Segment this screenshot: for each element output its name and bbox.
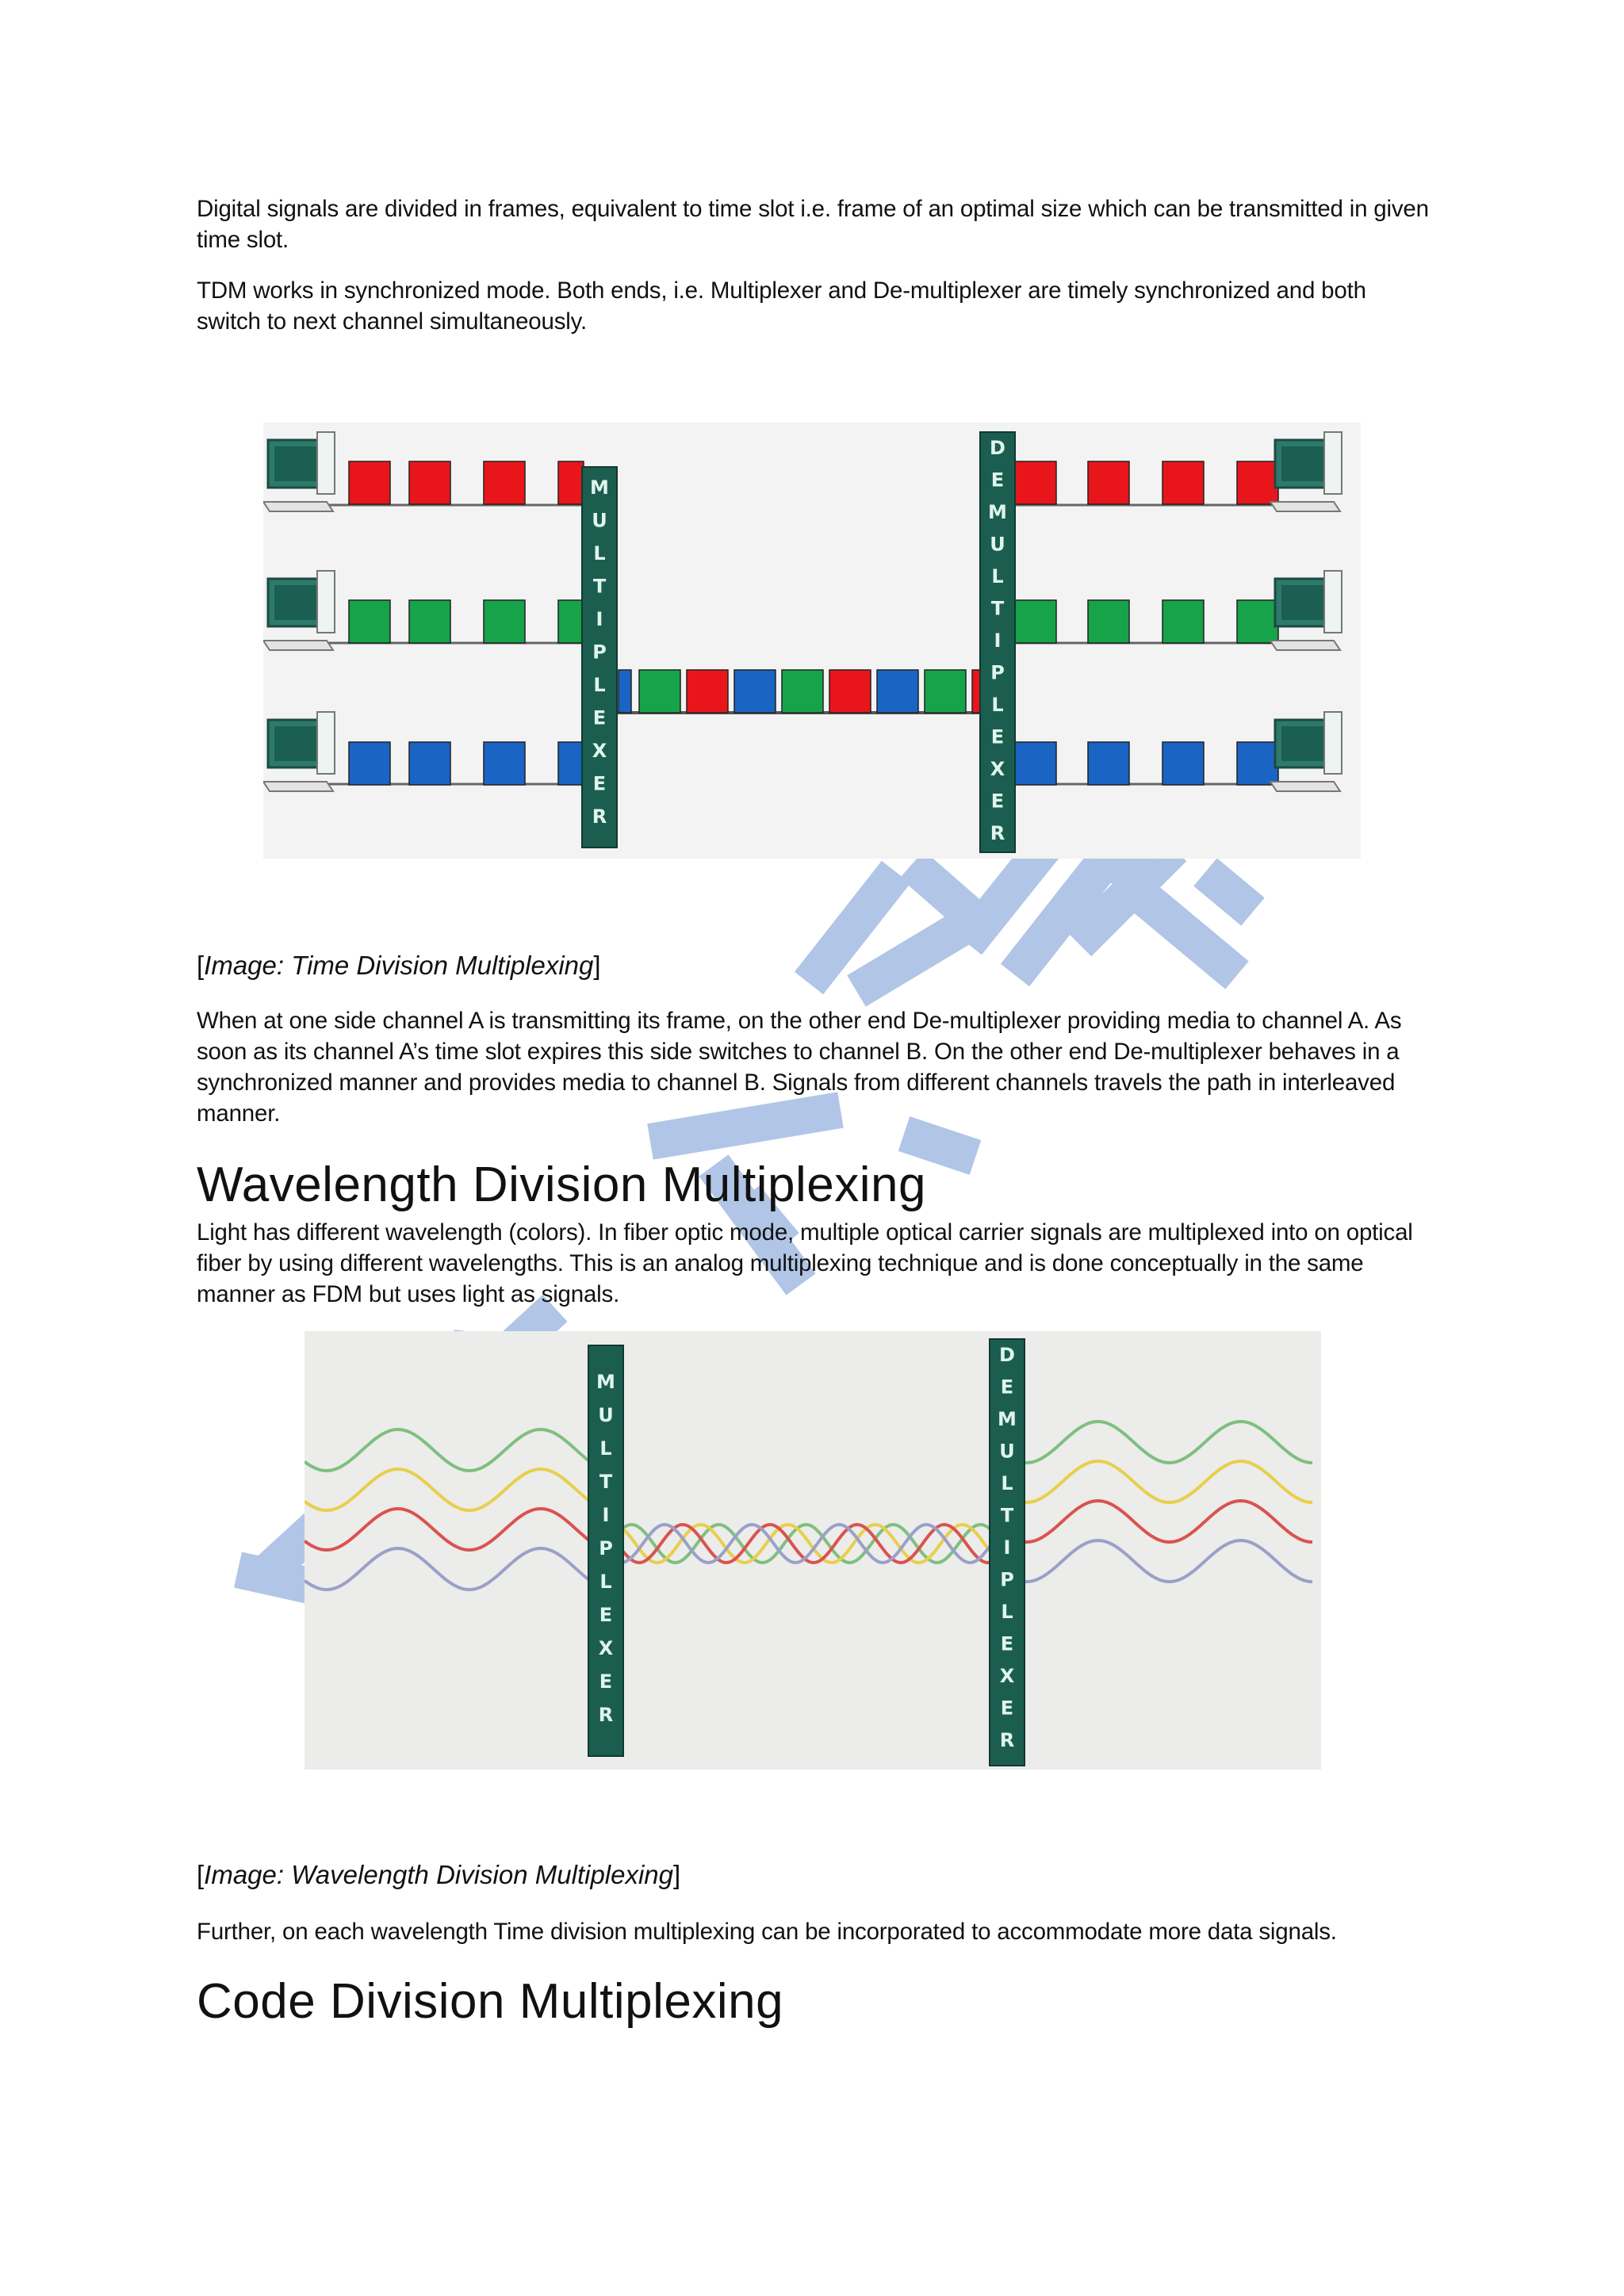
mux-letter: U — [598, 1404, 614, 1426]
mux-letter: R — [598, 1704, 614, 1726]
mux-letter: P — [599, 1537, 613, 1559]
mux-letter: X — [990, 758, 1005, 780]
mux-letter: T — [599, 1471, 613, 1493]
paragraph-frames: Digital signals are divided in frames, equivalent to time slot i.e. frame of an optimal size which can be transmitted in given time slot. — [197, 196, 1429, 253]
mux-letter: L — [1001, 1472, 1013, 1494]
mux-letter: I — [596, 608, 603, 630]
tdm-interleaved-frames — [619, 670, 983, 713]
wdm-diagram — [304, 1331, 1321, 1770]
mux-letter: U — [990, 533, 1005, 556]
mux-letter: X — [999, 1665, 1015, 1687]
caption-bracket-close: ] — [673, 1860, 681, 1889]
caption-bracket-open: [ — [197, 1860, 205, 1889]
paragraph-wdm-description: Light has different wavelength (colors). In fiber optic mode, multiple optical carrier signals are multiplexed into on optical fiber by using different wavelengths. This is an analog multiplexing technique and is done conceptually in the same manner as FDM but uses light as signals. — [197, 1219, 1413, 1307]
mux-letter: T — [990, 597, 1005, 620]
mux-letter: L — [1001, 1601, 1013, 1623]
mux-letter: T — [1000, 1504, 1014, 1527]
mux-letter: I — [994, 629, 1002, 652]
paragraph-channel-switching: When at one side channel A is transmitting its frame, on the other end De-multiplexer providing media to channel A. As soon as its channel A’s time slot expires this side switches to channel B. On the other end De-multiplexer behaves in a synchronized manner and provides media to channel B. Signals from different channels travels the path in interleaved manner. — [197, 1008, 1402, 1127]
mux-letter: E — [599, 1670, 613, 1693]
heading-code-division: Code Division Multiplexing — [197, 1974, 784, 2029]
mux-letter: E — [1000, 1632, 1014, 1655]
mux-letter: U — [999, 1440, 1015, 1463]
mux-letter: L — [991, 694, 1004, 716]
mux-letter: P — [990, 661, 1005, 684]
tdm-diagram — [263, 423, 1361, 859]
caption-wdm — [197, 1859, 680, 1891]
mux-letter: X — [598, 1637, 614, 1659]
mux-letter: E — [990, 790, 1005, 813]
mux-letter: L — [991, 565, 1004, 587]
caption-tdm — [197, 950, 601, 982]
mux-letter: T — [592, 575, 607, 598]
mux-letter: D — [990, 437, 1005, 459]
mux-letter: E — [1000, 1697, 1014, 1720]
mux-letter: E — [990, 725, 1005, 748]
mux-letter: P — [1000, 1568, 1014, 1591]
mux-letter: E — [990, 469, 1005, 492]
heading-wavelength-division: Wavelength Division Multiplexing — [197, 1158, 926, 1212]
caption-bracket-close: ] — [593, 951, 601, 980]
mux-letter: M — [998, 1408, 1017, 1430]
mux-letter: M — [590, 476, 609, 499]
mux-letter: L — [599, 1437, 612, 1460]
mux-letter: L — [593, 542, 606, 564]
mux-letter: R — [999, 1729, 1015, 1751]
mux-letter: X — [592, 740, 607, 762]
caption-bracket-open: [ — [197, 951, 205, 980]
mux-letter: P — [592, 641, 607, 664]
mux-letter: I — [1003, 1536, 1011, 1559]
mux-letter: R — [592, 806, 607, 828]
mux-letter: E — [592, 706, 607, 729]
mux-letter: D — [999, 1344, 1015, 1366]
paragraph-tdm-sync: TDM works in synchronized mode. Both ends, i.e. Multiplexer and De-multiplexer are timely synchronized and both switch to next channel simultaneously. — [197, 277, 1366, 335]
paragraph-wdm-tdm: Further, on each wavelength Time division multiplexing can be incorporated to accommodate more data signals. — [197, 1919, 1337, 1945]
mux-letter: I — [602, 1504, 610, 1526]
mux-letter: M — [988, 501, 1007, 523]
mux-letter: L — [593, 674, 606, 696]
mux-letter: U — [592, 509, 607, 532]
mux-letter: M — [596, 1371, 615, 1393]
mux-letter: E — [592, 772, 607, 795]
mux-letter: R — [990, 822, 1005, 844]
mux-letter: E — [599, 1604, 613, 1626]
mux-letter: E — [1000, 1376, 1014, 1399]
caption-text: Image: Wavelength Division Multiplexing — [204, 1860, 674, 1889]
mux-letter: L — [599, 1571, 612, 1593]
caption-text: Image: Time Division Multiplexing — [204, 951, 594, 980]
